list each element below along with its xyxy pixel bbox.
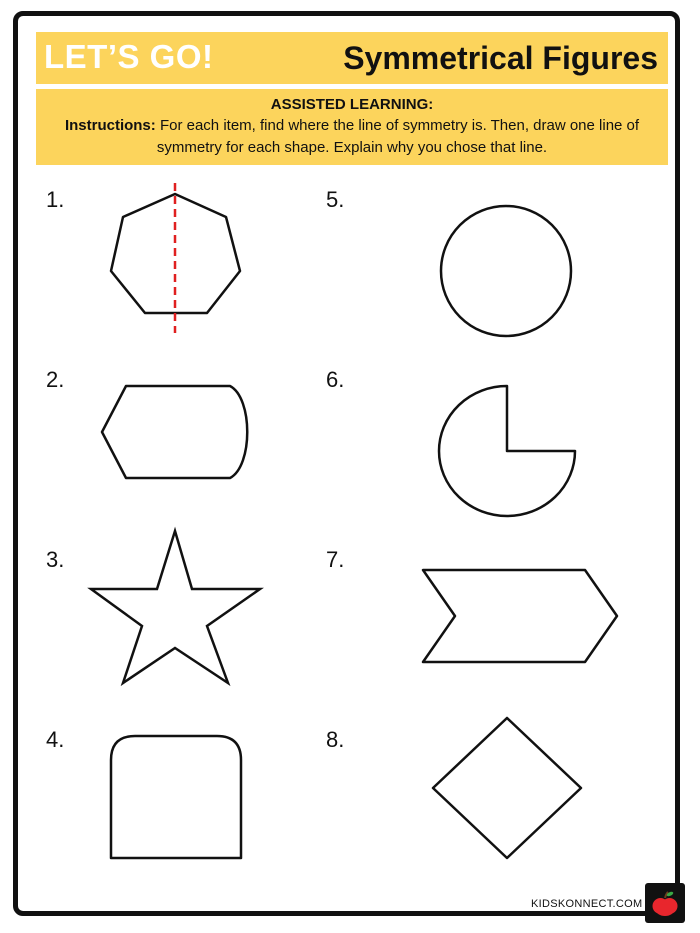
instructions-label: Instructions: bbox=[64, 117, 156, 134]
item-number-1: 1. bbox=[46, 187, 65, 212]
circle-shape bbox=[441, 206, 571, 336]
item-number-7: 7. bbox=[326, 547, 345, 572]
star-shape bbox=[91, 531, 260, 683]
item-number-6: 6. bbox=[326, 367, 345, 392]
instructions-heading: ASSISTED LEARNING: bbox=[270, 96, 434, 113]
item-number-3: 3. bbox=[46, 547, 65, 572]
instructions-body: For each item, find where the line of symmetry is. Then, draw one line of symmetry for each shape. Explain why you chose that line. bbox=[156, 117, 640, 156]
lets-go-title: LET’S GO! bbox=[44, 38, 214, 75]
diamond-shape bbox=[433, 718, 581, 858]
chevron-arrow-shape bbox=[423, 570, 617, 662]
footer-site-text: KIDSKONNECT.COM bbox=[531, 898, 643, 910]
three-quarter-circle-shape bbox=[439, 386, 575, 516]
item-number-8: 8. bbox=[326, 727, 345, 752]
item-number-2: 2. bbox=[46, 367, 65, 392]
rounded-top-square-shape bbox=[111, 736, 241, 858]
apple-icon bbox=[645, 883, 685, 923]
page-title: Symmetrical Figures bbox=[343, 40, 658, 76]
item-number-4: 4. bbox=[46, 727, 65, 752]
item-number-5: 5. bbox=[326, 187, 345, 212]
pointed-tab-shape bbox=[102, 386, 247, 478]
